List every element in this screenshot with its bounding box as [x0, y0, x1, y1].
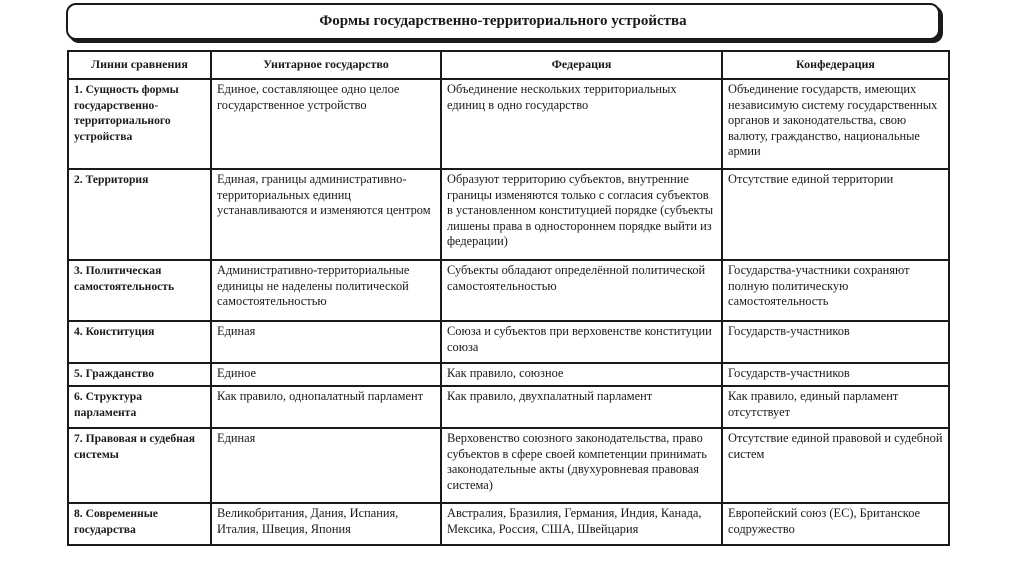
table-row	[68, 386, 949, 428]
table-row	[68, 79, 949, 169]
comparison-table	[67, 50, 950, 546]
unitary-cell: Единая	[211, 428, 441, 503]
table-header-row	[68, 51, 949, 79]
page-title: Формы государственно-территориального устройства	[66, 3, 940, 40]
table-row	[68, 260, 949, 321]
table-row	[68, 503, 949, 545]
criterion-cell: 7. Правовая и судебная системы	[68, 428, 211, 503]
criterion-cell: 4. Конституция	[68, 321, 211, 363]
federation-cell: Союза и субъектов при верховенстве конституции союза	[441, 321, 722, 363]
unitary-cell: Административно-территориальные единицы не наделены политической самостоятельностью	[211, 260, 441, 321]
unitary-cell: Единое, составляющее одно целое государственное устройство	[211, 79, 441, 169]
unitary-cell: Великобритания, Дания, Испания, Италия, Швеция, Япония	[211, 503, 441, 545]
federation-cell: Австралия, Бразилия, Германия, Индия, Канада, Мексика, Россия, США, Швейцария	[441, 503, 722, 545]
confederation-cell: Как правило, единый парламент отсутствует	[722, 386, 949, 428]
federation-cell: Как правило, союзное	[441, 363, 722, 386]
criterion-cell: 1. Сущность формы государственно-территориального устройства	[68, 79, 211, 169]
table-row	[68, 428, 949, 503]
criterion-cell: 6. Структура парламента	[68, 386, 211, 428]
federation-cell: Образуют территорию субъектов, внутренние границы изменяются только с согласия субъектов в установленном конституцией порядке (субъекты лишены права в одностороннем порядке выйти из федерации)	[441, 169, 722, 260]
confederation-cell: Государств-участников	[722, 321, 949, 363]
header-criterion: Линии сравнения	[68, 51, 211, 79]
unitary-cell: Единое	[211, 363, 441, 386]
criterion-cell: 2. Территория	[68, 169, 211, 260]
table-row	[68, 363, 949, 386]
confederation-cell: Государства-участники сохраняют полную политическую самостоятельность	[722, 260, 949, 321]
confederation-cell: Государств-участников	[722, 363, 949, 386]
federation-cell: Субъекты обладают определённой политической самостоятельностью	[441, 260, 722, 321]
header-federation: Федерация	[441, 51, 722, 79]
confederation-cell: Отсутствие единой правовой и судебной систем	[722, 428, 949, 503]
confederation-cell: Отсутствие единой территории	[722, 169, 949, 260]
federation-cell: Объединение нескольких территориальных единиц в одно государство	[441, 79, 722, 169]
header-unitary: Унитарное государство	[211, 51, 441, 79]
criterion-cell: 3. Политическая самостоятельность	[68, 260, 211, 321]
confederation-cell: Объединение государств, имеющих независимую систему государственных органов и законодательства, свою валюту, гражданство, национальные армии	[722, 79, 949, 169]
confederation-cell: Европейский союз (ЕС), Британское содружество	[722, 503, 949, 545]
criterion-cell: 8. Современные государства	[68, 503, 211, 545]
header-confederation: Конфедерация	[722, 51, 949, 79]
federation-cell: Как правило, двухпалатный парламент	[441, 386, 722, 428]
unitary-cell: Единая	[211, 321, 441, 363]
unitary-cell: Единая, границы административно-территориальных единиц устанавливаются и изменяются центром	[211, 169, 441, 260]
criterion-cell: 5. Гражданство	[68, 363, 211, 386]
unitary-cell: Как правило, однопалатный парламент	[211, 386, 441, 428]
federation-cell: Верховенство союзного законодательства, право субъектов в сфере своей компетенции принимать законодательные акты (двухуровневая правовая система)	[441, 428, 722, 503]
table-row	[68, 169, 949, 260]
table-row	[68, 321, 949, 363]
